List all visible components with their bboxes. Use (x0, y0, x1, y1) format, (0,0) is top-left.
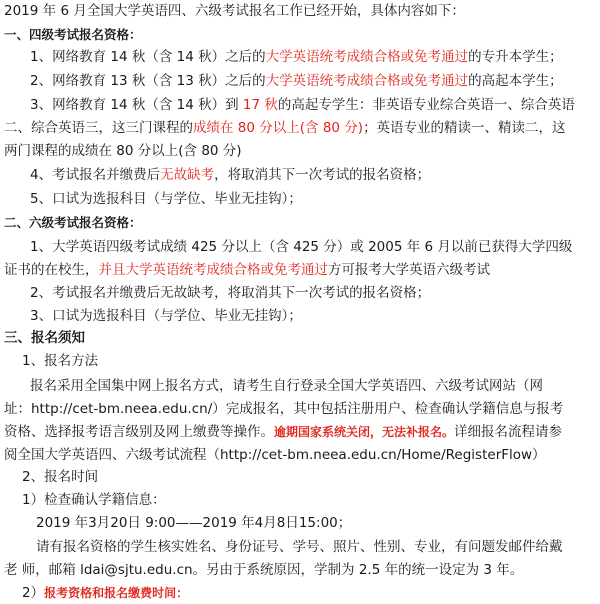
s2-item-2: 2、考试报名并缴费后无故缺考，将取消其下一次考试的报名资格； (30, 285, 431, 301)
s3-para-line-1: 报名采用全国集中网上报名方式，请考生自行登录全国大学英语四、六级考试网站（网 (30, 378, 543, 394)
section-two-heading: 二、六级考试报名资格： (4, 215, 142, 230)
s3-para-line-4: 阅全国大学英语四、六级考试流程（http://cet-bm.neea.edu.cn/Home/RegisterFlow） (4, 447, 546, 463)
section-three-heading: 三、报名须知 (4, 330, 85, 346)
s1-item-2: 2、网络教育 13 秋（含 13 秋）之后的大学英语统考成绩合格或免考通过的高起本学生； (30, 73, 563, 89)
s2-item-1-line-2: 证书的在校生，并且大学英语统考成绩合格或免考通过方可报考大学英语六级考试 (4, 262, 490, 278)
s1-item-3-line-1: 3、网络教育 14 秋（含 14 秋）到 17 秋的高起专学生：非英语专业综合英语一、综合英语 (30, 97, 575, 113)
section-one-heading: 一、四级考试报名资格： (4, 27, 142, 42)
s1-item-1: 1、网络教育 14 秋（含 14 秋）之后的大学英语统考成绩合格或免考通过的专升本学生； (30, 49, 563, 65)
s1-item-4: 4、考试报名并缴费后无故缺考，将取消其下一次考试的报名资格； (30, 167, 431, 183)
s3-sub-2-item-1: 1）检查确认学籍信息： (22, 492, 166, 508)
s3-contact-line-1: 请有报名资格的学生核实姓名、身份证号、学号、照片、性别、专业，有问题发邮件给戴 (36, 539, 563, 555)
s3-contact-line-2: 老 师，邮箱 ldai@sjtu.edu.cn。另由于系统原因，学制为 2.5 年的统一设定为 3 年。 (4, 562, 524, 578)
s1-item-3-line-3: 两门课程的成绩在 80 分以上(含 80 分) (4, 143, 242, 159)
s1-item-5: 5、口试为选报科目（与学位、毕业无挂钩）； (30, 191, 302, 207)
s3-para-line-3: 资格、选择报考语言级别及网上缴费等操作。逾期国家系统关闭，无法补报名。详细报名流程请参 (4, 424, 563, 440)
s3-sub-2-item-2: 2）报考资格和报名缴费时间： (22, 585, 189, 601)
s2-item-3: 3、口试为选报科目（与学位、毕业无挂钩）； (30, 308, 302, 324)
s2-item-1-line-1: 1、大学英语四级考试成绩 425 分以上（含 425 分）或 2005 年 6 月以前已获得大学四级 (30, 239, 573, 255)
s3-sub-2-heading: 2、报名时间 (22, 469, 99, 485)
s1-item-3-line-2: 二、综合英语三，这三门课程的成绩在 80 分以上(含 80 分)；英语专业的精读一、精读二，这 (4, 120, 566, 136)
s3-time-range: 2019 年3月20日 9:00——2019 年4月8日15:00； (36, 515, 352, 531)
s3-para-line-2: 址：http://cet-bm.neea.edu.cn/）完成报名，其中包括注册用户、检查确认学籍信息与报考 (4, 401, 564, 417)
intro-line: 2019 年 6 月全国大学英语四、六级考试报名工作已经开始，具体内容如下： (4, 3, 465, 19)
s3-sub-1-heading: 1、报名方法 (22, 353, 99, 369)
